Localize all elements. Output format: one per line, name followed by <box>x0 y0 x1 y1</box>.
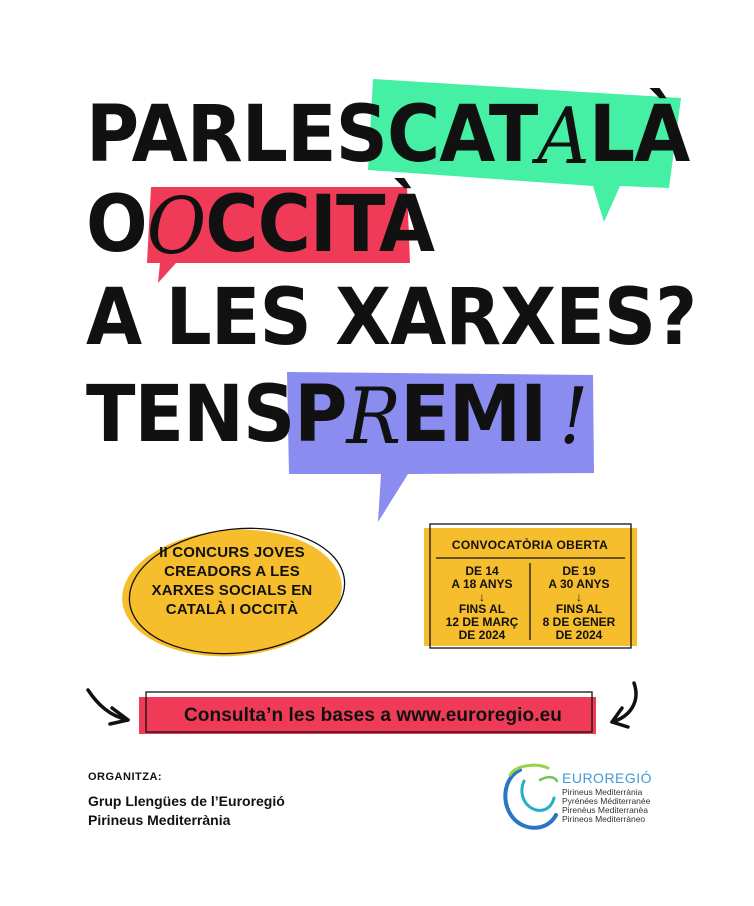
senior-line-2: A 30 ANYS <box>548 577 610 591</box>
logo-subtitle-oc: Pirenèus Mediterranèa <box>562 805 648 815</box>
contest-line-4: CATALÀ I OCCITÀ <box>165 601 299 618</box>
headline-word-catala-start: CAT <box>386 90 538 180</box>
headline-word-premi-end: EMI <box>400 370 547 460</box>
senior-line-5: DE 2024 <box>555 628 603 642</box>
headline-word-tens: TENS <box>86 370 295 460</box>
headline-script-letter-r: R <box>346 372 401 462</box>
headline-word-occita-end: CCITÀ <box>205 180 435 270</box>
headline-line-1 <box>86 90 690 182</box>
contest-line-3: XARXES SOCIALS EN <box>151 582 313 599</box>
junior-line-4: 12 DE MARÇ <box>445 615 519 629</box>
senior-line-3: FINS AL <box>555 602 603 616</box>
contest-description <box>134 543 330 619</box>
junior-line-5: DE 2024 <box>458 628 506 642</box>
contest-line-2: CREADORS A LES <box>164 563 300 580</box>
logo-subtitle-fr: Pyrénées Méditerranée <box>562 796 651 806</box>
arrow-right-icon <box>612 683 636 727</box>
headline-word-o: O <box>86 180 147 270</box>
senior-line-1: DE 19 <box>562 564 596 578</box>
senior-line-4: 8 DE GENER <box>542 615 616 629</box>
headline-script-letter-o: O <box>146 182 206 272</box>
contest-line-1: II CONCURS JOVES <box>159 544 305 561</box>
junior-line-3: FINS AL <box>458 602 506 616</box>
call-column-senior <box>531 565 627 642</box>
call-title: CONVOCATÒRIA OBERTA <box>451 538 609 552</box>
cta-link[interactable]: Consulta’n les bases a www.euroregio.eu <box>183 705 563 726</box>
organizer-line-2: Pirineus Mediterrània <box>88 812 231 828</box>
senior-arrow-down-icon: ↓ <box>576 590 582 604</box>
call-column-junior <box>434 565 530 642</box>
headline-word-premi-p: P <box>294 370 347 460</box>
organizer-line-1: Grup Llengües de l’Euroregió <box>88 793 285 809</box>
euroregio-logo-icon <box>505 765 557 828</box>
junior-arrow-down-icon: ↓ <box>479 590 485 604</box>
headline-exclamation: ! <box>559 372 588 462</box>
logo-subtitle-ca: Pirineus Mediterrània <box>562 787 643 797</box>
headline-script-letter-a: A <box>537 92 589 182</box>
junior-line-2: A 18 ANYS <box>451 577 513 591</box>
arrow-left-icon <box>88 690 128 724</box>
junior-line-1: DE 14 <box>465 564 499 578</box>
logo-name: EUROREGIÓ <box>562 770 653 786</box>
headline-line-3: A LES XARXES? <box>86 273 697 363</box>
logo-subtitle-es: Pirineos Mediterráneo <box>562 814 646 824</box>
organizer-label: ORGANITZA: <box>88 771 163 783</box>
headline-line-4 <box>86 370 588 462</box>
headline-word-catala-end: LÀ <box>588 90 690 180</box>
headline-line-2 <box>86 180 435 272</box>
headline-word-parles: PARLES <box>86 90 387 180</box>
